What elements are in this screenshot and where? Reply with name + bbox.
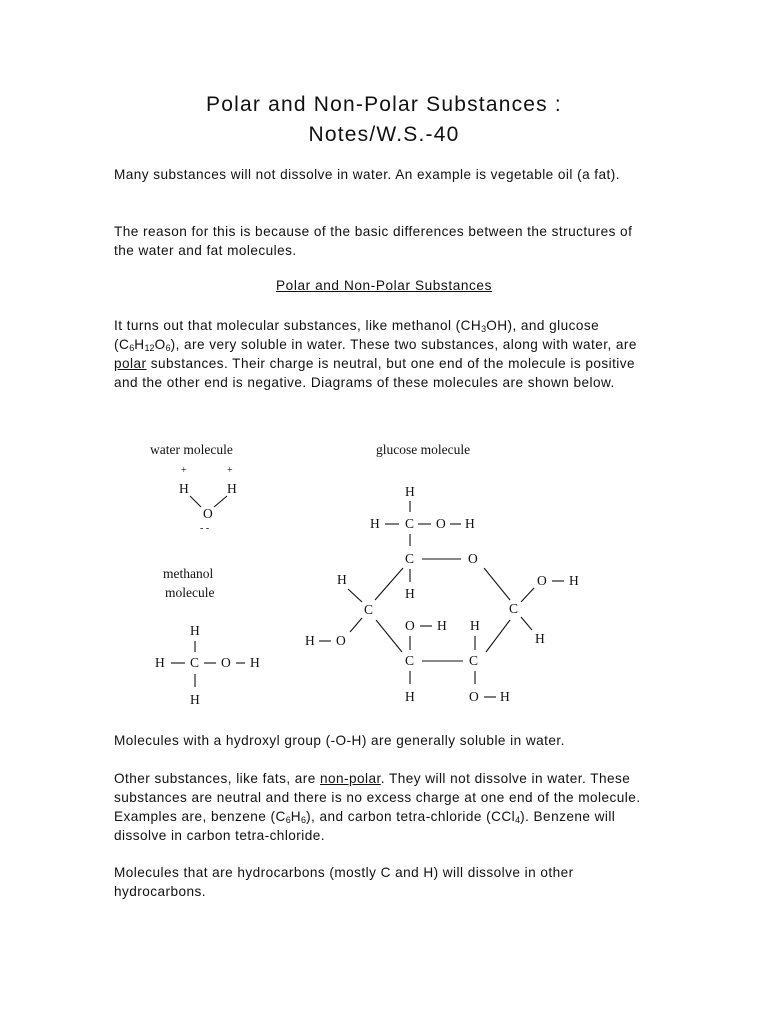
methanol-molecule-diagram [155,566,260,707]
section-heading [0,278,768,293]
glucose-atom-h-right-top: H [465,516,475,531]
water-charge-plus-right: + [227,465,233,476]
glucose-atom-h-c4: H [337,572,347,587]
methanol-atom-c: C [190,655,200,670]
glucose-bond-c1-h [521,617,532,630]
methanol-atom-h-left: H [155,655,165,670]
nonpolar-text-d: ), and carbon tetra-chloride (CCl [306,809,516,824]
page-title [0,90,768,150]
molecule-diagrams [0,430,768,720]
glucose-bond-c4-o [350,618,362,632]
polar-sub-a: 3 [481,324,487,334]
glucose-molecule-diagram [305,442,579,704]
glucose-bond-c2-c1 [486,620,510,652]
polar-text-f: substances. Their charge is neutral, but one end of the molecule is positive and the other end is negative. Diagrams of these molecules are shown below. [114,356,636,390]
glucose-atom-c-top: C [405,516,415,531]
polar-text-c: H [134,337,145,352]
glucose-atom-o-c4: O [336,633,346,648]
methanol-atom-h-top: H [190,623,200,638]
glucose-atom-h-left-top: H [370,516,380,531]
nonpolar-paragraph [114,769,654,845]
glucose-bond-c4-h [348,589,362,602]
glucose-atom-o-top: O [436,516,446,531]
glucose-bond-o-c1 [484,568,510,600]
water-charge-plus-left: + [181,465,187,476]
glucose-atom-c1: C [509,601,519,616]
polar-sub-d: 6 [165,343,171,353]
glucose-atom-c3: C [405,653,415,668]
glucose-atom-h-c5: H [405,586,415,601]
methanol-atom-h-right: H [250,655,260,670]
polar-paragraph [114,316,654,392]
glucose-atom-o-c2: O [469,689,479,704]
glucose-atom-h-oh-c3: H [437,618,447,633]
methanol-atom-o: O [221,655,231,670]
reason-paragraph: The reason for this is because of the basic differences between the structures of the water and fat molecules. [114,224,633,258]
methanol-label-line-1: methanol [163,566,214,581]
title-line-2: Notes/W.S.-40 [308,123,460,146]
glucose-bond-c5-c4 [375,568,403,600]
water-molecule-label: water molecule [150,442,233,457]
glucose-bond-c1-oh [521,588,534,602]
polar-text-e: ), are very soluble in water. These two substances, along with water, are [170,337,637,352]
nonpolar-sub-c: 4 [515,815,521,825]
glucose-atom-h-c2-top: H [470,618,480,633]
glucose-atom-c5: C [405,551,415,566]
polar-sub-b: 6 [129,343,135,353]
water-atom-o: O [203,506,213,521]
water-bond-left [190,496,201,507]
nonpolar-emphasis: non-polar [320,771,381,786]
polar-emphasis: polar [114,356,147,371]
nonpolar-text-a: Other substances, like fats, are [114,771,321,786]
polar-text-b: OH), and glucose (C [114,318,600,352]
nonpolar-text-b: . They will not dissolve in water. These substances are neutral and there is no excess charge at one end of the molecule. Examples are, benzene (C [114,771,641,824]
glucose-bond-c4-c3 [376,620,402,652]
glucose-atom-h-oh-c1: H [569,573,579,588]
section-heading-text: Polar and Non-Polar Substances [276,278,492,293]
hydroxyl-paragraph: Molecules with a hydroxyl group (-O-H) are generally soluble in water. [114,733,565,748]
glucose-atom-c4: C [364,602,374,617]
nonpolar-sub-b: 6 [301,815,307,825]
nonpolar-text-c: H [290,809,302,824]
glucose-molecule-label: glucose molecule [376,442,471,457]
glucose-atom-h-oh-c2: H [500,689,510,704]
water-atom-h-left: H [179,481,189,496]
nonpolar-sub-a: 6 [285,815,291,825]
title-line-1: Polar and Non-Polar Substances : [206,93,562,116]
glucose-atom-c2: C [469,653,479,668]
intro-paragraph: Many substances will not dissolve in water. An example is vegetable oil (a fat). [114,167,620,182]
water-molecule-diagram [150,442,237,534]
polar-sub-c: 12 [144,343,155,353]
glucose-atom-h-c3: H [405,689,415,704]
polar-text-a: It turns out that molecular substances, like methanol (CH [114,318,482,333]
methanol-atom-h-bottom: H [190,692,200,707]
water-atom-h-right: H [227,481,237,496]
nonpolar-text-e: ). Benzene will dissolve in carbon tetra-chloride. [114,809,616,843]
glucose-atom-ring-o: O [468,551,478,566]
glucose-atom-h-ho-c4: H [305,633,315,648]
hydrocarbons-paragraph: Molecules that are hydrocarbons (mostly C and H) will dissolve in other hydrocarbons. [114,865,574,899]
glucose-atom-h-top: H [405,484,415,499]
water-bond-right [214,496,227,507]
glucose-atom-o-c3: O [405,618,415,633]
glucose-atom-h-c1: H [535,631,545,646]
water-charge-minus: - - [200,523,210,534]
glucose-atom-o-c1: O [537,573,547,588]
polar-text-d: O [154,337,166,352]
methanol-label-line-2: molecule [165,585,215,600]
